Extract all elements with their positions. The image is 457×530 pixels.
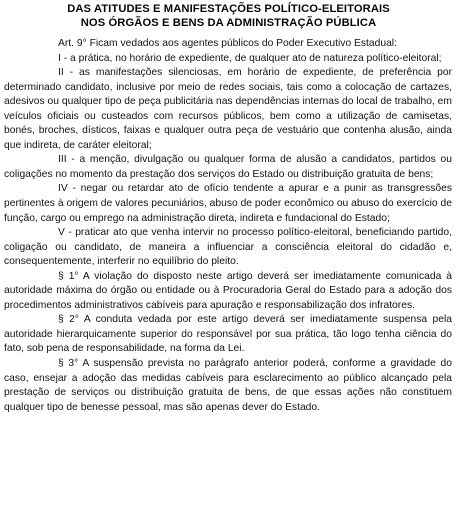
document-body (4, 37, 452, 415)
paragraph-2: § 2° A conduta vedada por este artigo deverá ser imediatamente suspensa pela autoridade hierarquicamente superior do responsável por sua prática, tão logo tenha ciência do fato, sob pena de responsabilidade, na forma da Lei. (4, 314, 452, 355)
article-caput: Art. 9° Ficam vedados aos agentes públicos do Poder Executivo Estadual: (58, 38, 397, 49)
title-line-1: DAS ATITUDES E MANIFESTAÇÕES POLÍTICO-ELEITORAIS (67, 3, 390, 15)
item-iii: III - a menção, divulgação ou qualquer forma de alusão a candidatos, partidos ou coligações no momento da prestação dos serviços do Estado ou distribuição gratuita de bens; (4, 154, 452, 180)
title-line-2: NOS ÓRGÃOS E BENS DA ADMINISTRAÇÃO PÚBLICA (80, 17, 377, 29)
document-title (0, 0, 457, 30)
item-iv: IV - negar ou retardar ato de ofício tendente a apurar e a punir as transgressões pertinentes à origem de valores pecuniários, abuso de poder econômico ou abuso do exercício de função, cargo ou emprego na administração direta, indireta e fundacional do Estado; (4, 183, 452, 224)
paragraph-3: § 3° A suspensão prevista no parágrafo anterior poderá, conforme a gravidade do caso, ensejar a adoção das medidas cabíveis para esclarecimento ao público alcançado pela prestação de serviços ou distribuição gratuita de bens, de que essas ações não constituem qualquer tipo de benesse pessoal, mas são apenas dever do Estado. (4, 358, 452, 413)
item-ii: II - as manifestações silenciosas, em horário de expediente, de preferência por determinado candidato, inclusive por meio de redes sociais, tais como a colocação de cartazes, adesivos ou qualquer tipo de peça publicitária nas dependências internas do local de trabalho, em veículos oficiais ou custeados com recursos públicos, bem como a utilização de camisetas, bonés, broches, dísticos, faixas e qualquer outra peça de vestuário que contenha alusão, ainda que indireta, de caráter eleitoral; (4, 67, 452, 151)
item-v: V - praticar ato que venha intervir no processo político-eleitoral, beneficiando partido, coligação ou candidato, de maneira a influenciar a consciência eleitoral do cidadão e, consequentemente, interferir no equilíbrio do pleito. (4, 227, 452, 268)
item-i: I - a prática, no horário de expediente, de qualquer ato de natureza político-eleitoral; (58, 52, 442, 64)
paragraph-1: § 1° A violação do disposto neste artigo deverá ser imediatamente comunicada à autoridade máxima do órgão ou entidade ou à Procuradoria Geral do Estado para a adoção dos procedimentos administrativos cabíveis para apuração e responsabilização dos infratores. (4, 270, 452, 311)
